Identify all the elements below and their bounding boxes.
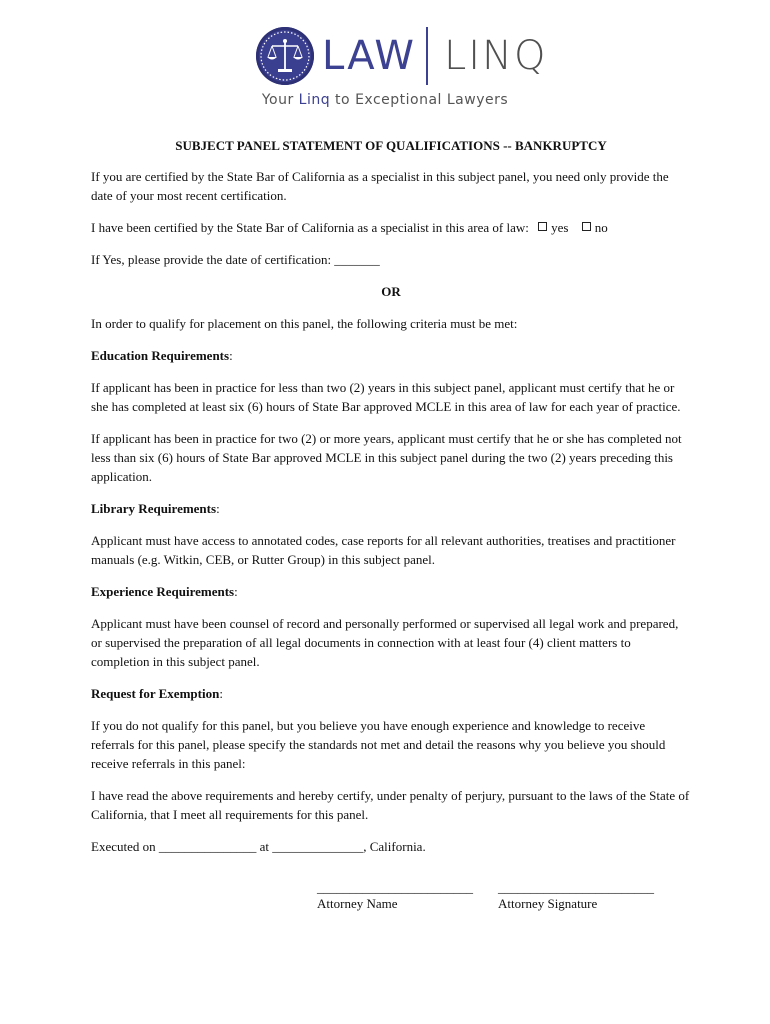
tagline-pre: Your [261,92,299,108]
document-body [91,136,691,869]
logo-row [256,24,547,88]
education-heading-row: Education Requirements: [91,348,233,363]
experience-heading-row: Experience Requirements: [91,584,238,599]
attorney-signature-line: ________________________ [498,880,654,895]
experience-paragraph: Applicant must have been counsel of record and personally performed or supervised all legal work and prepared, or supervised the preparation of all legal documents in connection with at least four (4) client matters to completion in this subject panel. [91,616,679,669]
certified-question: I have been certified by the State Bar of California as a specialist in this area of law: [91,220,529,235]
logo [0,24,770,114]
yes-checkbox[interactable] [538,222,547,231]
or-divider: OR [381,284,401,299]
experience-heading: Experience Requirements [91,584,235,599]
tagline-post: to Exceptional Lawyers [330,92,509,108]
executed-line: Executed on _______________ at ______________, California. [91,839,426,854]
education-paragraph-2: If applicant has been in practice for two (2) or more years, applicant must certify that he or she has completed not less than six (6) hours of State Bar approved MCLE in this subject panel during the two (2) years preceding this application. [91,431,682,484]
no-label: no [594,220,608,235]
attorney-signature-field[interactable] [498,880,654,912]
exemption-heading-row: Request for Exemption: [91,686,223,701]
attorney-name-label: Attorney Name [317,896,398,911]
attorney-signature-label: Attorney Signature [498,896,598,911]
criteria-intro: In order to qualify for placement on this panel, the following criteria must be met: [91,316,518,331]
logo-divider [426,27,428,85]
intro-paragraph: If you are certified by the State Bar of California as a specialist in this subject panel, you need only provide the date of your most recent certification. [91,169,669,203]
library-heading: Library Requirements [91,501,217,516]
exemption-paragraph: If you do not qualify for this panel, but you believe you have enough experience and knowledge to receive referrals for this panel, please specify the standards not met and detail the reasons why you believe you should receive referrals in this panel: [91,718,666,771]
exemption-heading: Request for Exemption [91,686,220,701]
logo-word-linq: LINQ [443,33,548,79]
yes-label: yes [551,220,569,235]
tagline-accent: Linq [298,92,331,108]
library-paragraph: Applicant must have access to annotated codes, case reports for all relevant authorities, treatises and practitioner manuals (e.g. Witkin, CEB, or Rutter Group) in this subject panel. [91,533,676,567]
library-heading-row: Library Requirements: [91,501,220,516]
education-paragraph-1: If applicant has been in practice for less than two (2) years in this subject panel, applicant must certify that he or she has completed at least six (6) hours of State Bar approved MCLE in this area of law for each year of practice. [91,380,681,414]
certified-question-row [91,218,691,237]
signature-block [317,880,677,920]
attorney-name-field[interactable] [317,880,473,912]
tagline [0,92,770,108]
document-title: SUBJECT PANEL STATEMENT OF QUALIFICATIONS -- BANKRUPTCY [175,138,607,153]
no-checkbox[interactable] [582,222,591,231]
certify-paragraph: I have read the above requirements and hereby certify, under penalty of perjury, pursuant to the laws of the State of California, that I meet all requirements for this panel. [91,788,690,822]
certification-date-line: If Yes, please provide the date of certification: _______ [91,252,380,267]
scales-of-justice-icon [256,27,314,85]
education-heading: Education Requirements [91,348,230,363]
logo-word-law: LAW [322,33,416,79]
attorney-name-line: ________________________ [317,880,473,895]
